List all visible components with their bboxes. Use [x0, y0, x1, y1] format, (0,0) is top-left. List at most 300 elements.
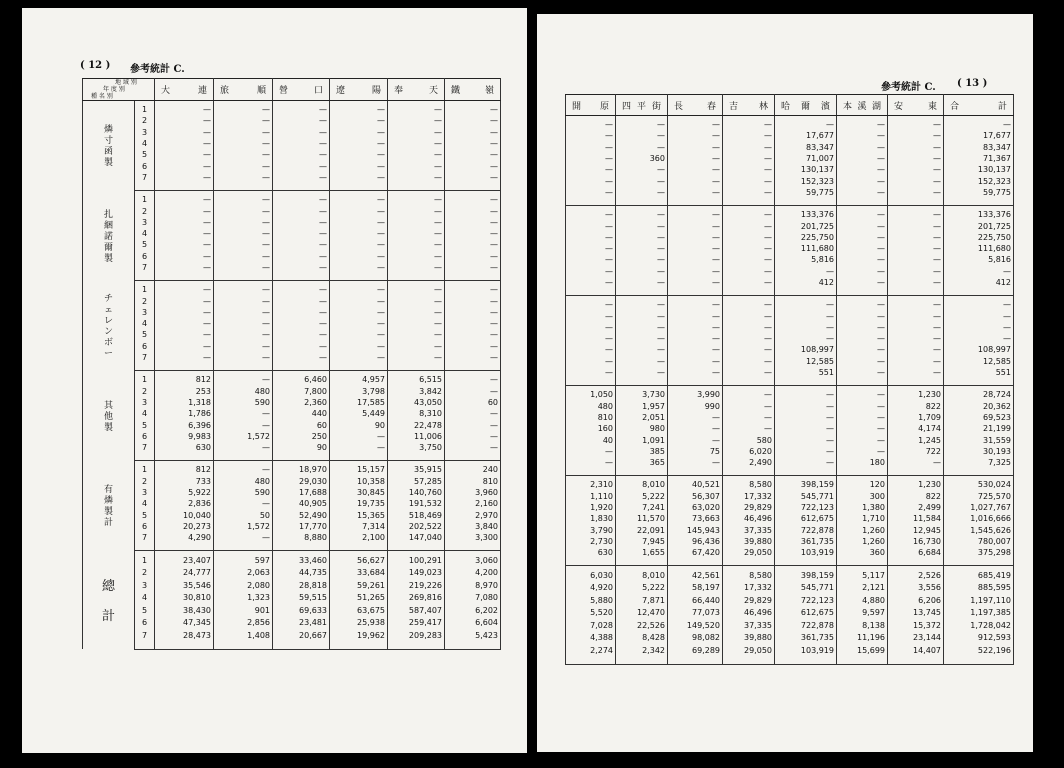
column-header [888, 95, 944, 116]
column-header-label [839, 99, 885, 112]
value-cell: — [214, 160, 273, 171]
value-cell: 147,040 [388, 532, 445, 551]
value-cell: — [944, 296, 1014, 311]
value-cell: 385 [616, 446, 668, 457]
value-cell: — [566, 130, 616, 141]
value-cell: — [330, 341, 388, 352]
kind-char: 總 [101, 578, 115, 594]
value-cell: 140,760 [388, 487, 445, 498]
value-cell: 3,300 [445, 532, 501, 551]
value-cell: 11,584 [888, 513, 944, 524]
value-cell: — [388, 228, 445, 239]
value-cell: — [330, 172, 388, 191]
value-cell: — [616, 130, 668, 141]
value-cell: 398,159 [775, 476, 837, 491]
value-cell: 522,196 [944, 644, 1014, 664]
value-cell: 209,283 [388, 629, 445, 649]
value-cell: — [723, 401, 775, 412]
header-char: 濱 [820, 101, 830, 112]
table-row [83, 352, 501, 371]
value-cell: 7,945 [616, 536, 668, 547]
table-row [83, 567, 501, 580]
kind-char: ン [103, 327, 113, 338]
value-cell: 2,160 [445, 498, 501, 509]
value-cell: — [723, 243, 775, 254]
value-cell: — [214, 217, 273, 228]
value-cell: 39,880 [723, 632, 775, 645]
value-cell: — [668, 232, 723, 243]
value-cell: 361,735 [775, 632, 837, 645]
value-cell: 103,919 [775, 547, 837, 566]
table-row [566, 423, 1014, 434]
header-char: 陽 [372, 86, 382, 96]
value-cell: 225,750 [944, 232, 1014, 243]
value-cell: — [273, 115, 330, 126]
year-cell: 3 [135, 127, 155, 138]
value-cell: — [273, 172, 330, 191]
value-cell: 1,245 [888, 434, 944, 445]
value-cell: — [944, 116, 1014, 131]
value-cell: 912,593 [944, 632, 1014, 645]
value-cell: — [944, 333, 1014, 344]
value-cell: 1,260 [837, 525, 888, 536]
value-cell: — [775, 266, 837, 277]
value-cell: — [155, 318, 214, 329]
value-cell: 29,050 [723, 644, 775, 664]
value-cell: — [775, 310, 837, 321]
value-cell: 1,318 [155, 397, 214, 408]
kind-char: 有 [103, 485, 113, 496]
header-char: 本 [843, 101, 853, 112]
value-cell: 11,196 [837, 632, 888, 645]
table-row [566, 547, 1014, 566]
value-cell: 4,200 [445, 567, 501, 580]
table-row [566, 525, 1014, 536]
header-title: 參考統計 C. [881, 82, 936, 93]
value-cell: — [330, 442, 388, 461]
table-row [566, 356, 1014, 367]
value-cell: 69,633 [273, 604, 330, 617]
value-cell: 43,050 [388, 397, 445, 408]
value-cell: — [837, 386, 888, 401]
table-header [566, 95, 1014, 116]
value-cell: — [566, 232, 616, 243]
value-cell: — [888, 310, 944, 321]
value-cell: 722 [888, 446, 944, 457]
year-cell: 3 [135, 217, 155, 228]
value-cell: 8,880 [273, 532, 330, 551]
value-cell: 29,050 [723, 547, 775, 566]
value-cell: 3,730 [616, 386, 668, 401]
table-row [566, 619, 1014, 632]
value-cell: — [214, 408, 273, 419]
value-cell: 24,777 [155, 567, 214, 580]
value-cell: 630 [155, 442, 214, 461]
value-cell: 96,436 [668, 536, 723, 547]
value-cell: — [388, 115, 445, 126]
column-header-label [670, 99, 720, 112]
value-cell: — [837, 254, 888, 265]
value-cell: 6,515 [388, 371, 445, 386]
value-cell: — [273, 191, 330, 206]
kind-char: 計 [103, 518, 113, 529]
value-cell: 2,836 [155, 498, 214, 509]
value-cell: 5,922 [155, 487, 214, 498]
table-row [566, 566, 1014, 582]
value-cell: — [445, 262, 501, 281]
value-cell: — [723, 322, 775, 333]
value-cell: 133,376 [944, 206, 1014, 221]
value-cell: — [723, 220, 775, 231]
kind-char: 函 [103, 147, 113, 158]
statistics-table [82, 78, 501, 650]
value-cell: 612,675 [775, 607, 837, 620]
kind-label [83, 551, 135, 650]
value-cell: — [668, 423, 723, 434]
value-cell: — [566, 153, 616, 164]
value-cell: — [888, 333, 944, 344]
value-cell: 30,193 [944, 446, 1014, 457]
header-char: 原 [599, 101, 609, 112]
kind-char: 爾 [103, 242, 113, 253]
value-cell: 11,006 [388, 431, 445, 442]
value-cell: 219,226 [388, 579, 445, 592]
value-cell: — [837, 434, 888, 445]
kind-label [83, 191, 135, 281]
year-cell: 2 [135, 205, 155, 216]
value-cell: 59,775 [944, 187, 1014, 206]
table-body [566, 116, 1014, 665]
year-cell: 7 [135, 629, 155, 649]
value-cell: 1,050 [566, 386, 616, 401]
value-cell: — [330, 431, 388, 442]
header-char: 湖 [871, 101, 881, 112]
value-cell: — [214, 239, 273, 250]
value-cell: 58,197 [668, 582, 723, 595]
value-cell: 17,332 [723, 582, 775, 595]
value-cell: — [888, 243, 944, 254]
value-cell: — [214, 127, 273, 138]
value-cell: — [566, 310, 616, 321]
value-cell: — [837, 296, 888, 311]
value-cell: 201,725 [775, 220, 837, 231]
value-cell: — [616, 187, 668, 206]
value-cell: 39,880 [723, 536, 775, 547]
value-cell: — [723, 310, 775, 321]
value-cell: 152,323 [775, 175, 837, 186]
value-cell: — [723, 187, 775, 206]
header-char: 東 [927, 101, 937, 112]
value-cell: 8,010 [616, 566, 668, 582]
value-cell: — [214, 295, 273, 306]
value-cell: 4,880 [837, 594, 888, 607]
value-cell: 722,878 [775, 619, 837, 632]
column-header-label [447, 83, 498, 96]
value-cell: 3,842 [388, 386, 445, 397]
value-cell: — [445, 371, 501, 386]
value-cell: — [214, 205, 273, 216]
value-cell: — [723, 344, 775, 355]
value-cell: — [616, 322, 668, 333]
value-cell: — [837, 310, 888, 321]
value-cell: — [616, 310, 668, 321]
table-row [83, 191, 501, 206]
value-cell: — [214, 101, 273, 116]
value-cell: — [566, 333, 616, 344]
value-cell: 240 [445, 461, 501, 476]
value-cell: — [330, 205, 388, 216]
table-row [83, 442, 501, 461]
table-row [83, 295, 501, 306]
table-row [566, 187, 1014, 206]
column-header-label [725, 99, 772, 112]
value-cell: — [668, 254, 723, 265]
value-cell: — [330, 239, 388, 250]
value-cell: — [566, 142, 616, 153]
column-header-label [946, 99, 1011, 112]
value-cell: 545,771 [775, 582, 837, 595]
value-cell: 2,490 [723, 457, 775, 476]
value-cell: — [668, 116, 723, 131]
value-cell: — [214, 329, 273, 340]
value-cell: 990 [668, 401, 723, 412]
value-cell: 20,273 [155, 521, 214, 532]
value-cell: — [445, 217, 501, 228]
value-cell: — [388, 172, 445, 191]
value-cell: 7,800 [273, 386, 330, 397]
table-row [83, 461, 501, 476]
value-cell: — [775, 457, 837, 476]
value-cell: — [888, 296, 944, 311]
value-cell: — [723, 116, 775, 131]
value-cell: — [445, 307, 501, 318]
kind-char: 他 [103, 411, 113, 422]
header-char: 開 [572, 101, 582, 112]
year-cell: 5 [135, 239, 155, 250]
table-row [83, 138, 501, 149]
value-cell: — [273, 217, 330, 228]
value-cell: 73,663 [668, 513, 723, 524]
value-cell: 253 [155, 386, 214, 397]
header-row [83, 79, 501, 101]
column-header [214, 79, 273, 101]
corner-label-kind: 種 名 別 [91, 93, 113, 100]
value-cell: — [155, 172, 214, 191]
value-cell: — [388, 160, 445, 171]
year-cell: 6 [135, 160, 155, 171]
table-row [566, 367, 1014, 386]
value-cell: — [330, 115, 388, 126]
year-cell: 5 [135, 510, 155, 521]
value-cell: 23,144 [888, 632, 944, 645]
value-cell: — [273, 251, 330, 262]
value-cell: — [445, 329, 501, 340]
value-cell: — [775, 412, 837, 423]
value-cell: — [330, 318, 388, 329]
value-cell: 56,627 [330, 551, 388, 567]
value-cell: — [888, 164, 944, 175]
value-cell: 15,372 [888, 619, 944, 632]
value-cell: — [837, 446, 888, 457]
value-cell: — [775, 296, 837, 311]
header-char: 溪 [857, 101, 867, 112]
value-cell: — [566, 116, 616, 131]
value-cell: 69,523 [944, 412, 1014, 423]
column-header [723, 95, 775, 116]
value-cell: 361,735 [775, 536, 837, 547]
value-cell: — [214, 172, 273, 191]
value-cell: 780,007 [944, 536, 1014, 547]
value-cell: — [388, 281, 445, 296]
value-cell: 580 [723, 434, 775, 445]
value-cell: 1,655 [616, 547, 668, 566]
value-cell: — [273, 281, 330, 296]
value-cell: 30,810 [155, 592, 214, 605]
value-cell: — [668, 164, 723, 175]
value-cell: 6,206 [888, 594, 944, 607]
table-row [83, 498, 501, 509]
value-cell: — [566, 457, 616, 476]
table-row [83, 239, 501, 250]
kind-char: 寸 [103, 136, 113, 147]
value-cell: — [888, 367, 944, 386]
header-char: 平 [636, 101, 646, 112]
value-cell: — [723, 164, 775, 175]
table-row [566, 457, 1014, 476]
value-cell: 1,830 [566, 513, 616, 524]
value-cell: — [888, 266, 944, 277]
value-cell: — [214, 461, 273, 476]
value-cell: — [888, 457, 944, 476]
value-cell: — [723, 356, 775, 367]
value-cell: — [668, 356, 723, 367]
value-cell: — [566, 446, 616, 457]
value-cell: — [888, 232, 944, 243]
value-cell: 5,816 [944, 254, 1014, 265]
value-cell: — [330, 295, 388, 306]
value-cell: 11,570 [616, 513, 668, 524]
column-header [155, 79, 214, 101]
value-cell: — [388, 307, 445, 318]
value-cell: 38,430 [155, 604, 214, 617]
value-cell: — [566, 206, 616, 221]
value-cell: — [214, 262, 273, 281]
value-cell: 46,496 [723, 513, 775, 524]
year-cell: 6 [135, 521, 155, 532]
value-cell: 2,310 [566, 476, 616, 491]
value-cell: 822 [888, 491, 944, 502]
value-cell: — [273, 127, 330, 138]
value-cell: 21,199 [944, 423, 1014, 434]
value-cell: 17,585 [330, 397, 388, 408]
table-row [566, 344, 1014, 355]
value-cell: — [723, 232, 775, 243]
value-cell: 360 [837, 547, 888, 566]
kind-char: 製 [103, 253, 113, 264]
value-cell: — [155, 251, 214, 262]
table-row [566, 243, 1014, 254]
year-cell: 1 [135, 281, 155, 296]
value-cell: 28,473 [155, 629, 214, 649]
value-cell: — [566, 187, 616, 206]
value-cell: — [723, 254, 775, 265]
table-body [83, 101, 501, 650]
value-cell: — [888, 254, 944, 265]
table-row [566, 266, 1014, 277]
column-header [273, 79, 330, 101]
value-cell: 160 [566, 423, 616, 434]
value-cell: — [668, 367, 723, 386]
value-cell: — [330, 307, 388, 318]
header-char: 連 [198, 86, 208, 96]
value-cell: — [388, 239, 445, 250]
value-cell: 202,522 [388, 521, 445, 532]
value-cell: 29,829 [723, 594, 775, 607]
table-row [83, 341, 501, 352]
year-cell: 4 [135, 498, 155, 509]
value-cell: 6,202 [445, 604, 501, 617]
table-row [566, 401, 1014, 412]
value-cell: 2,051 [616, 412, 668, 423]
value-cell: 59,775 [775, 187, 837, 206]
value-cell: 5,520 [566, 607, 616, 620]
value-cell: 17,770 [273, 521, 330, 532]
value-cell: 8,970 [445, 579, 501, 592]
value-cell: 685,419 [944, 566, 1014, 582]
year-cell: 4 [135, 318, 155, 329]
value-cell: — [388, 138, 445, 149]
value-cell: 1,572 [214, 521, 273, 532]
header-char: 長 [674, 101, 684, 112]
page-number: ( 13 ) [957, 78, 988, 89]
value-cell: — [330, 127, 388, 138]
value-cell: 9,983 [155, 431, 214, 442]
value-cell: 4,388 [566, 632, 616, 645]
value-cell: 2,063 [214, 567, 273, 580]
value-cell: 33,460 [273, 551, 330, 567]
value-cell: — [155, 138, 214, 149]
value-cell: 375,298 [944, 547, 1014, 566]
value-cell: — [775, 423, 837, 434]
table-row [83, 262, 501, 281]
value-cell: 5,816 [775, 254, 837, 265]
value-cell: — [155, 115, 214, 126]
value-cell: — [273, 318, 330, 329]
value-cell: — [330, 262, 388, 281]
table-row [83, 281, 501, 296]
value-cell: 2,121 [837, 582, 888, 595]
year-cell: 1 [135, 371, 155, 386]
value-cell: 40 [566, 434, 616, 445]
value-cell: — [388, 251, 445, 262]
value-cell: 1,016,666 [944, 513, 1014, 524]
column-header [944, 95, 1014, 116]
kind-label [83, 101, 135, 191]
value-cell: 46,496 [723, 607, 775, 620]
value-cell: — [388, 101, 445, 116]
year-cell: 3 [135, 579, 155, 592]
value-cell: 1,710 [837, 513, 888, 524]
value-cell: 2,499 [888, 502, 944, 513]
year-cell: 6 [135, 251, 155, 262]
statistics-table [565, 94, 1014, 665]
header-char: 林 [758, 101, 768, 112]
value-cell: — [330, 352, 388, 371]
year-cell: 1 [135, 101, 155, 116]
table-row [83, 217, 501, 228]
value-cell: — [888, 277, 944, 296]
value-cell: 3,798 [330, 386, 388, 397]
